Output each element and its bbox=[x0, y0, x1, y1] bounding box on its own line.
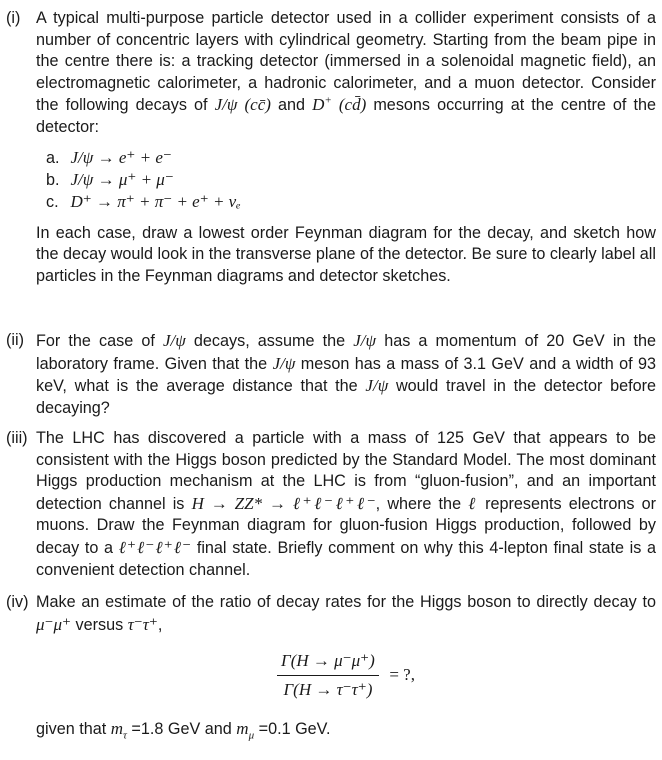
ratio-equation bbox=[36, 650, 656, 700]
intro-text: A typical multi-purpose particle detector used in a collider experiment consists of a number of concentric layers with cylindrical geometry. Starting from the beam pipe in the centre there is: a tracking detector (immersed in a solenoidal magnetic field), an electromagnetic calorimeter, a hadronic calorimeter, and a muon detector. Consider the following decays of bbox=[36, 9, 656, 115]
decay-item bbox=[46, 147, 656, 169]
question-body bbox=[36, 8, 656, 287]
mass-subscript: μ bbox=[248, 729, 255, 742]
question-body bbox=[36, 330, 656, 419]
question-number: (i) bbox=[6, 9, 21, 27]
question-iv bbox=[6, 592, 656, 741]
and-text: and bbox=[277, 96, 305, 115]
question-body bbox=[36, 428, 656, 581]
text-fragment: , where the bbox=[375, 494, 462, 513]
dplus-symbol bbox=[312, 95, 332, 114]
decay-formula: D⁺ → π⁺ + π⁻ + e⁺ + νₑ bbox=[70, 191, 241, 211]
intro-end-text: mesons occurring at the centre of the detector: bbox=[36, 96, 657, 136]
text-fragment: and bbox=[204, 720, 232, 739]
question-number: (ii) bbox=[6, 331, 24, 349]
dplus-charge: + bbox=[324, 94, 332, 107]
equation-rhs: = ?, bbox=[389, 665, 415, 685]
mass-letter: m bbox=[236, 719, 249, 739]
mass-subscript: τ bbox=[122, 729, 127, 742]
mass-letter: m bbox=[110, 719, 123, 739]
text-fragment: would travel in the detector before decaying? bbox=[36, 377, 656, 417]
jpsi-symbol: J/ψ bbox=[162, 331, 186, 350]
four-lepton-symbol: ℓ⁺ℓ⁻ℓ⁺ℓ⁻ bbox=[118, 537, 192, 557]
fraction-numerator: Γ(H → μ⁻μ⁺) bbox=[277, 650, 379, 676]
text-fragment: , bbox=[157, 615, 163, 634]
tau-mass-symbol bbox=[110, 719, 127, 742]
text-fragment: given that bbox=[36, 720, 107, 739]
cdbar-symbol: (cd̄) bbox=[338, 95, 367, 115]
question-body bbox=[36, 592, 656, 741]
muon-pair-symbol: μ⁻μ⁺ bbox=[36, 614, 72, 634]
question-ii bbox=[6, 330, 656, 419]
tau-pair-symbol: τ⁻τ⁺ bbox=[127, 614, 158, 634]
jpsi-symbol: J/ψ bbox=[214, 95, 238, 115]
given-line bbox=[36, 718, 656, 741]
question-number: (iv) bbox=[6, 593, 29, 611]
text-fragment: For the case of bbox=[36, 332, 155, 350]
decay-formula: J/ψ → e⁺ + e⁻ bbox=[70, 147, 172, 167]
text-fragment: represents electrons or muons. Draw the Feynman diagram for gluon-fusion Higgs production, followed by decay to a bbox=[36, 494, 657, 557]
text-fragment: Make an estimate of the ratio of decay rates for the Higgs boson to directly decay to bbox=[36, 593, 656, 611]
decay-list bbox=[46, 147, 656, 213]
muon-mass-symbol bbox=[236, 719, 255, 742]
text-fragment: final state. Briefly comment on why this 4-lepton final state is a convenient detection channel. bbox=[36, 538, 656, 579]
task-text: In each case, draw a lowest order Feynman diagram for the decay, and sketch how the decay would look in the transverse plane of the detector. Be sure to clearly label all particles in the Feynman diagrams and detector sketches. bbox=[36, 223, 656, 285]
decay-label: c. bbox=[46, 192, 59, 211]
question-number: (iii) bbox=[6, 429, 28, 447]
text-fragment: versus bbox=[75, 615, 124, 634]
text-fragment: decays, assume the bbox=[193, 332, 346, 350]
decay-item bbox=[46, 169, 656, 191]
lepton-symbol: ℓ bbox=[468, 493, 478, 513]
ccbar-symbol: (cc̄) bbox=[244, 95, 271, 115]
decay-item bbox=[46, 191, 656, 213]
question-iii bbox=[6, 428, 656, 581]
jpsi-symbol: J/ψ bbox=[365, 376, 389, 396]
text-fragment: meson has a mass of 3.1 GeV and a width of 93 keV, what is the average distance that the bbox=[36, 354, 657, 396]
decay-formula: J/ψ → μ⁺ + μ⁻ bbox=[70, 169, 174, 189]
question-i bbox=[6, 8, 656, 287]
dplus-base: D bbox=[312, 95, 325, 115]
muon-mass-value: =0.1 GeV. bbox=[258, 720, 331, 739]
text-fragment: has a momentum of 20 GeV in the laboratory frame. Given that the bbox=[36, 332, 657, 373]
ratio-fraction bbox=[277, 650, 379, 700]
decay-label: b. bbox=[46, 170, 60, 189]
fraction-denominator: Γ(H → τ⁻τ⁺) bbox=[283, 679, 373, 699]
jpsi-symbol: J/ψ bbox=[272, 353, 296, 373]
text-fragment: The LHC has discovered a particle with a mass of 125 GeV that appears to be consistent with the Higgs boson predicted by the Standard Model. The most dominant Higgs production mechanism at the LHC is from “gluon-fusion”, and an important detection channel is bbox=[36, 429, 656, 513]
jpsi-symbol: J/ψ bbox=[353, 331, 377, 350]
higgs-decay-chain: H → ZZ* → ℓ⁺ℓ⁻ℓ⁺ℓ⁻ bbox=[191, 493, 376, 513]
decay-label: a. bbox=[46, 148, 60, 167]
tau-mass-value: =1.8 GeV bbox=[131, 720, 201, 739]
